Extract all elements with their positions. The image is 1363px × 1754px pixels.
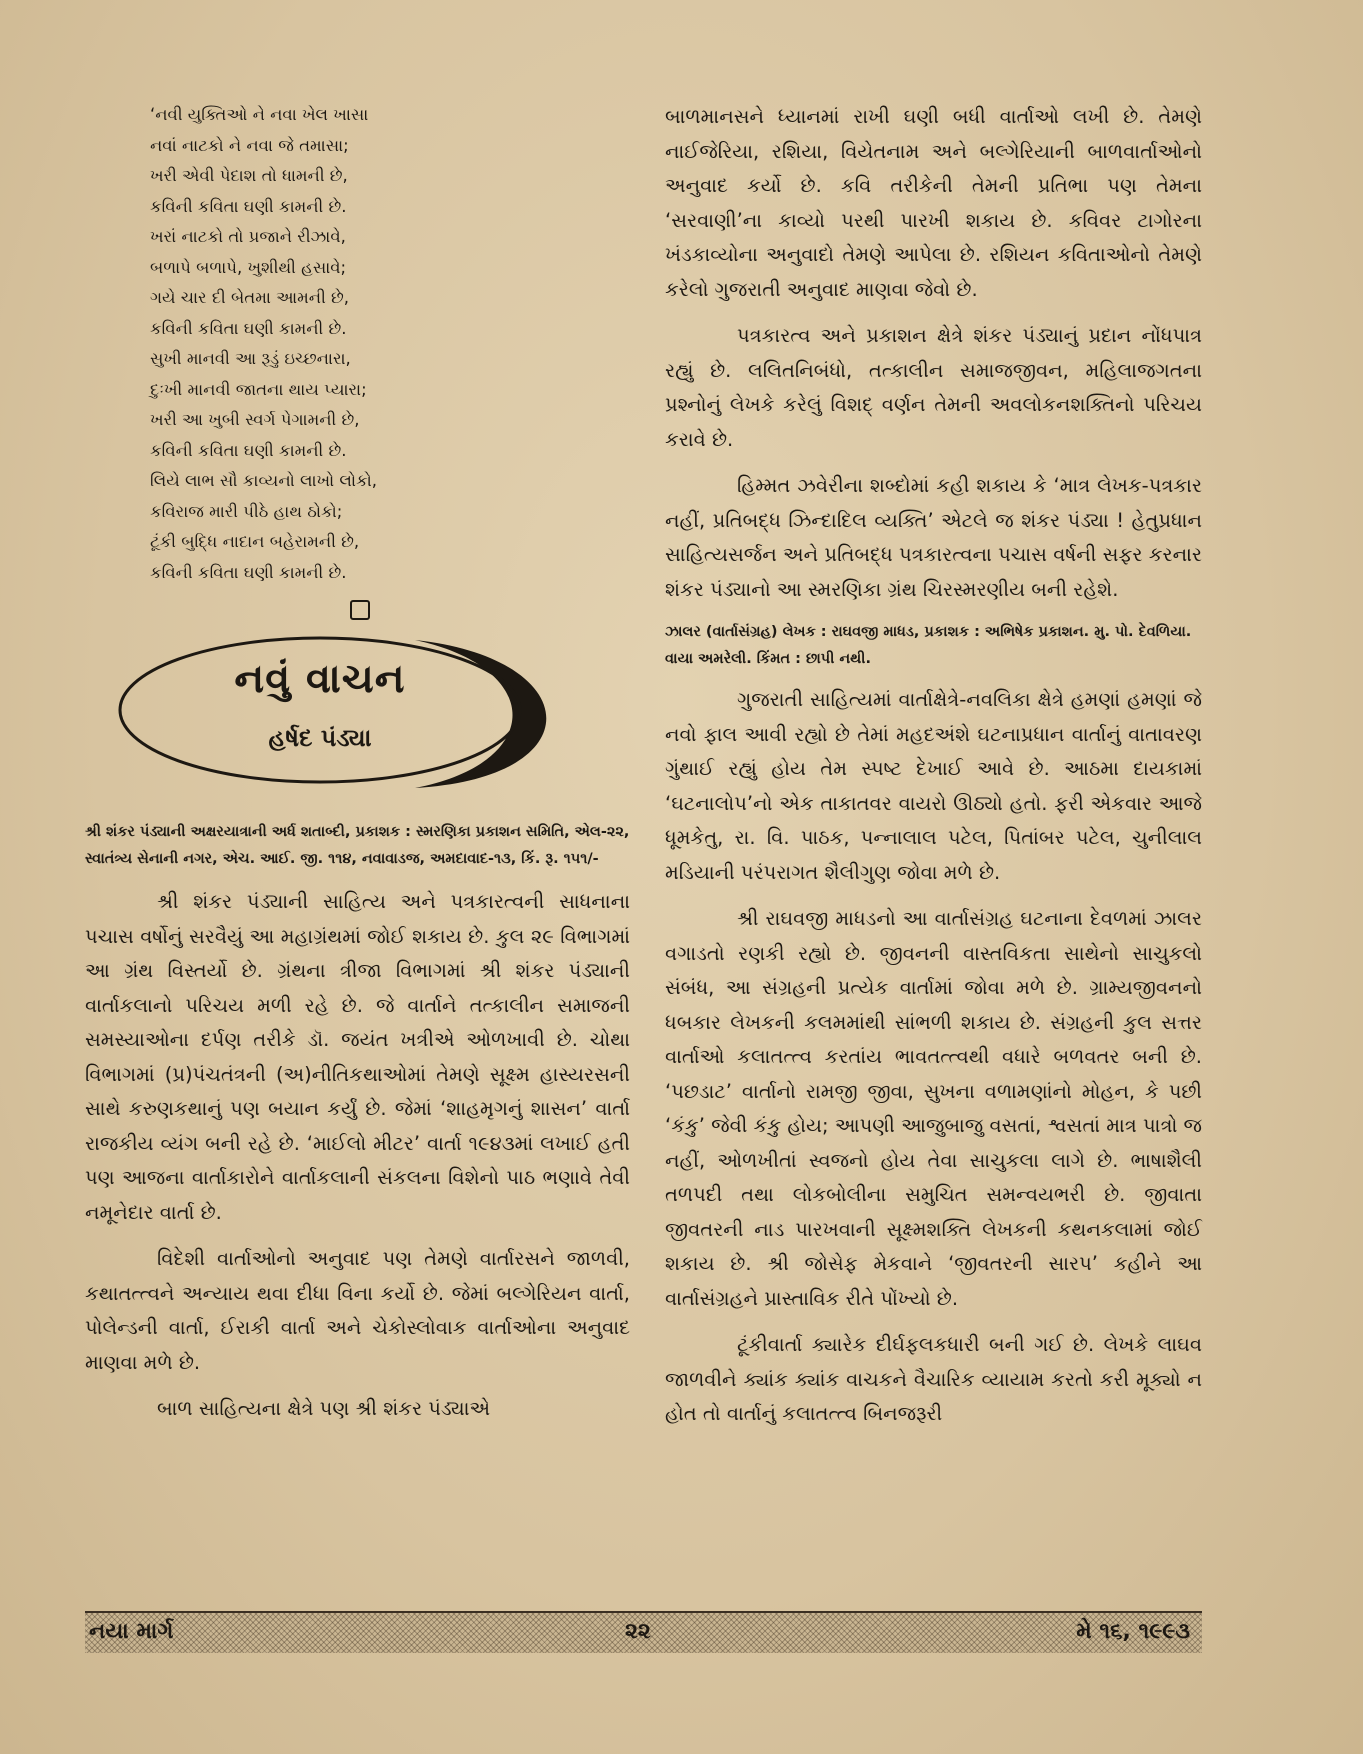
end-of-poem-square-icon xyxy=(350,600,370,620)
poem-line: કવિની કવિતા ઘણી કામની છે. xyxy=(150,562,347,582)
poem-line: બળાપે બળાપે, ખુશીથી હસાવે; xyxy=(150,257,347,277)
poem-line: કવિની કવિતા ઘણી કામની છે. xyxy=(150,318,347,338)
poem-line: દુઃખી માનવી જાતના થાય પ્યારા; xyxy=(150,379,367,399)
body-paragraph: હિમ્મત ઝવેરીના શબ્દોમાં કહી શકાય કે ‘માત્ર લેખક-પત્રકાર નહીં, પ્રતિબદ્ધ ઝિન્દાદિલ વ્યક્તિ’ એટલે જ શંકર પંડ્યા ! હેતુપ્રધાન સાહિત્યસર્જન અને પ્રતિબદ્ધ પત્રકારત્વના પચાસ વર્ષની સફર કરનાર શંકર પંડ્યાનો આ સ્મરણિકા ગ્રંથ ચિરસ્મરણીય બની રહેશે. xyxy=(665,474,1202,601)
page-number: ૨૨ xyxy=(625,1619,651,1644)
page-footer xyxy=(85,1611,1202,1653)
poem-line: ‘નવી યુક્તિઓ ને નવા ખેલ ખાસા xyxy=(150,105,369,124)
poem-line: ખરાં નાટકો તો પ્રજાને રીઝાવે, xyxy=(150,227,346,246)
body-paragraph: ગુજરાતી સાહિત્યમાં વાર્તાક્ષેત્રે-નવલિકા ક્ષેત્રે હમણાં હમણાં જે નવો ફાલ આવી રહ્યો છે તેમાં મહદઅંશે ઘટનાપ્રધાન વાર્તાનું વાતાવરણ ગુંથાઈ રહ્યું હોય તેમ સ્પષ્ટ દેખાઈ આવે છે. આઠમા દાયકામાં ‘ઘટનાલોપ’નો એક તાકાતવર વાયરો ઊઠ્યો હતો. ફરી એકવાર આજે ધૂમકેતુ, રા. વિ. પાઠક, પન્નાલાલ પટેલ, પિતાંબર પટેલ, ચુનીલાલ મડિયાની પરંપરાગત શૈલીગુણ જોવા મળે છે. xyxy=(665,688,1202,884)
poem-line: કવિરાજ મારી પીઠે હાથ ઠોકો; xyxy=(150,501,343,521)
poem-line: ટૂંકી બુદ્ધિ નાદાન બહેરામની છે, xyxy=(150,532,360,551)
body-paragraph: ટૂંકીવાર્તા ક્યારેક દીર્ઘફલકધારી બની ગઈ છે. લેખકે લાઘવ જાળવીને ક્યાંક ક્યાંક વાચકને વૈચારિક વ્યાયામ કરતો કરી મૂક્યો ન હોત તો વાર્તાનું કલાતત્ત્વ બિનજરૂરી xyxy=(665,1333,1202,1425)
column-title: નવું વાચન xyxy=(234,656,406,702)
poem-line: ખરી આ ખુબી સ્વર્ગ પેગામની છે, xyxy=(150,410,360,429)
column-author: હર્ષદ પંડ્યા xyxy=(268,724,372,752)
right-column xyxy=(665,100,1202,1444)
crescent-ellipse-graphic xyxy=(115,628,575,793)
body-paragraph: શ્રી રાઘવજી માધડનો આ વાર્તાસંગ્રહ ઘટનાના દેવળમાં ઝાલર વગાડતો રણકી રહ્યો છે. જીવનની વાસ્તવિકતા સાથેનો સાચુકલો સંબંધ, આ સંગ્રહની પ્રત્યેક વાર્તામાં જોવા મળે છે. ગ્રામ્યજીવનનો ધબકાર લેખકની કલમમાંથી સાંભળી શકાય છે. સંગ્રહની કુલ સત્તર વાર્તાઓ કલાતત્ત્વ કરતાંય ભાવતત્ત્વથી વધારે બળવતર બની છે. ‘પછડાટ’ વાર્તાનો રામજી જીવા, સુખના વળામણાંનો મોહન, કે પછી ‘કંકુ’ જેવી કંકુ હોય; આપણી આજુબાજુ વસતાં, શ્વસતાં માત્ર પાત્રો જ નહીં, ઓળખીતાં સ્વજનો હોય તેવા સાચુકલા લાગે છે. ભાષાશૈલી તળપદી તથા લોકબોલીના સમુચિત સમન્વયભરી છે. જીવાતા જીવતરની નાડ પારખવાની સૂક્ષ્મશક્તિ લેખકની કથનકલામાં જોઈ શકાય છે. શ્રી જોસેફ મેકવાને ‘જીવતરની સારપ’ કહીને આ વાર્તાસંગ્રહને પ્રાસ્તાવિક રીતે પોંખ્યો છે. xyxy=(665,907,1202,1310)
body-paragraph: બાળમાનસને ધ્યાનમાં રાખી ઘણી બધી વાર્તાઓ લખી છે. તેમણે નાઈજેરિયા, રશિયા, વિયેતનામ અને બલ્ગેરિયાની બાળવાર્તાઓનો અનુવાદ કર્યો છે. કવિ તરીકેની તેમની પ્રતિભા પણ તેમના ‘સરવાણી’ના કાવ્યો પરથી પારખી શકાય છે. કવિવર ટાગોરના ખંડકાવ્યોના અનુવાદો તેમણે આપેલા છે. રશિયન કવિતાઓનો તેમણે કરેલો ગુજરાતી અનુવાદ માણવા જેવો છે. xyxy=(665,105,1202,301)
poem-line: ખરી એવી પેદાશ તો ધામની છે, xyxy=(150,166,348,185)
left-column xyxy=(85,100,630,1439)
body-paragraph: પત્રકારત્વ અને પ્રકાશન ક્ષેત્રે શંકર પંડ્યાનું પ્રદાન નોંધપાત્ર રહ્યું છે. લલિતનિબંધો, તત્કાલીન સમાજજીવન, મહિલાજગતના પ્રશ્નોનું લેખકે કરેલું વિશદ્ વર્ણન તેમની અવલોકનશક્તિનો પરિચય કરાવે છે. xyxy=(665,324,1202,451)
poem-line: કવિની કવિતા ઘણી કામની છે. xyxy=(150,196,347,216)
body-paragraph: વિદેશી વાર્તાઓનો અનુવાદ પણ તેમણે વાર્તારસને જાળવી, કથાતત્ત્વને અન્યાય થવા દીધા વિના કર્યો છે. જેમાં બલ્ગેરિયન વાર્તા, પોલેન્ડની વાર્તા, ઈરાકી વાર્તા અને ચેકોસ્લોવાક વાર્તાઓના અનુવાદ માણવા મળે છે. xyxy=(85,1247,630,1374)
poem-line: સુખી માનવી આ રૂડું ઇચ્છનારા, xyxy=(150,349,351,368)
poem-line: લિયે લાભ સૌ કાવ્યનો લાખો લોકો, xyxy=(150,471,378,490)
poem xyxy=(150,100,630,588)
body-paragraph: બાળ સાહિત્યના ક્ષેત્રે પણ શ્રી શંકર પંડ્યાએ xyxy=(157,1397,491,1420)
book-details-2: ઝાલર (વાર્તાસંગ્રહ) લેખક : રાઘવજી માધડ, પ્રકાશક : અભિષેક પ્રકાશન. મુ. પો. દેવળિયા. વાયા અમરેલી. કિંમત : છાપી નથી. xyxy=(665,624,1192,667)
magazine-name: નયા માર્ગ xyxy=(89,1619,174,1644)
poem-line: નવાં નાટકો ને નવા જે તમાસા; xyxy=(150,135,349,155)
poem-line: કવિની કવિતા ઘણી કામની છે. xyxy=(150,440,347,460)
column-heading-logo xyxy=(115,628,575,793)
book-details-1: શ્રી શંકર પંડ્યાની અક્ષરયાત્રાની અર્ધ શતાબ્દી, પ્રકાશક : સ્મરણિકા પ્રકાશન સમિતિ, એલ-૨૨, સ્વાતંત્ર્ય સેનાની નગર, એચ. આઈ. જી. ૧૧૪, નવાવાડજ, અમદાવાદ-૧૩, કિં. રૂ. ૧૫૧/- xyxy=(85,824,630,867)
body-paragraph: શ્રી શંકર પંડ્યાની સાહિત્ય અને પત્રકારત્વની સાધનાના પચાસ વર્ષોનું સરવૈયું આ મહાગ્રંથમાં જોઈ શકાય છે. કુલ ૨૯ વિભાગમાં આ ગ્રંથ વિસ્તર્યો છે. ગ્રંથના ત્રીજા વિભાગમાં શ્રી શંકર પંડ્યાની વાર્તાકલાનો પરિચય મળી રહે છે. જે વાર્તાને તત્કાલીન સમાજની સમસ્યાઓના દર્પણ તરીકે ડૉ. જયંત ખત્રીએ ઓળખાવી છે. ચોથા વિભાગમાં (પ્ર)પંચતંત્રની (અ)નીતિકથાઓમાં તેમણે સૂક્ષ્મ હાસ્યરસની સાથે કરુણકથાનું પણ બયાન કર્યું છે. જેમાં ‘શાહમૃગનું શાસન’ વાર્તા રાજકીય વ્યંગ બની રહે છે. ‘માઈલો મીટર’ વાર્તા ૧૯૪૩માં લખાઈ હતી પણ આજના વાર્તાકારોને વાર્તાકલાની સંકલના વિશેનો પાઠ ભણાવે તેવી નમૂનેદાર વાર્તા છે. xyxy=(85,890,630,1224)
poem-line: ગયે ચાર દી બેતમા આમની છે, xyxy=(150,288,350,307)
issue-date: મે ૧૬, ૧૯૯૩ xyxy=(1076,1619,1190,1644)
